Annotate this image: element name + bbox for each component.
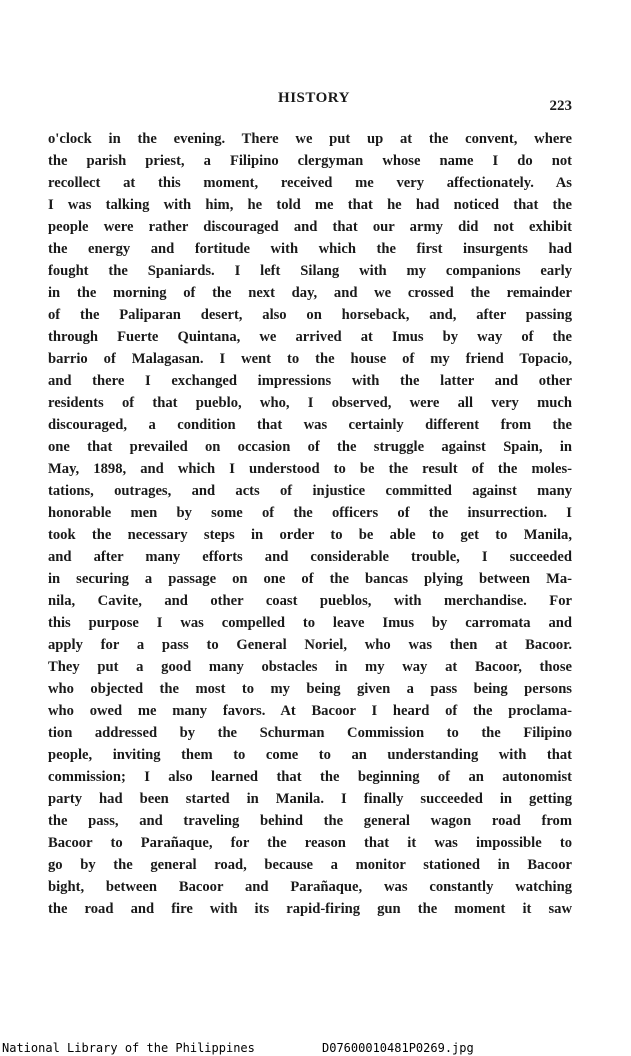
- library-credit: National Library of the Philippines: [2, 1041, 255, 1055]
- scan-footer: [0, 1039, 631, 1056]
- running-head: [48, 90, 580, 116]
- text-line: barrio of Malagasan. I went to the house of my friend Topacio,: [48, 351, 572, 367]
- text-line: and after many efforts and considerable trouble, I succeeded: [48, 549, 572, 565]
- text-line: tations, outrages, and acts of injustice committed against many: [48, 483, 572, 499]
- text-line: They put a good many obstacles in my way at Bacoor, those: [48, 659, 572, 675]
- text-line: and there I exchanged impressions with the latter and other: [48, 373, 572, 389]
- text-line: I was talking with him, he told me that he had noticed that the: [48, 197, 572, 213]
- running-title: HISTORY: [278, 90, 350, 106]
- text-line: party had been started in Manila. I finally succeeded in getting: [48, 791, 572, 807]
- text-line: one that prevailed on occasion of the struggle against Spain, in: [48, 439, 572, 455]
- text-line: in securing a passage on one of the bancas plying between Ma-: [48, 571, 572, 587]
- text-line: the energy and fortitude with which the first insurgents had: [48, 241, 572, 257]
- text-line: who owed me many favors. At Bacoor I heard of the proclama-: [48, 703, 572, 719]
- text-line: of the Paliparan desert, also on horseback, and, after passing: [48, 307, 572, 323]
- text-line: commission; I also learned that the beginning of an autonomist: [48, 769, 572, 785]
- text-line: bight, between Bacoor and Parañaque, was constantly watching: [48, 879, 572, 895]
- text-line: the road and fire with its rapid-firing gun the moment it saw: [48, 901, 572, 917]
- text-line: this purpose I was compelled to leave Imus by carromata and: [48, 615, 572, 631]
- text-line: people were rather discouraged and that our army did not exhibit: [48, 219, 572, 235]
- text-line: recollect at this moment, received me very affectionately. As: [48, 175, 572, 191]
- text-line: go by the general road, because a monitor stationed in Bacoor: [48, 857, 572, 873]
- text-line: people, inviting them to come to an understanding with that: [48, 747, 572, 763]
- text-line: through Fuerte Quintana, we arrived at Imus by way of the: [48, 329, 572, 345]
- text-line: in the morning of the next day, and we crossed the remainder: [48, 285, 572, 301]
- text-line: discouraged, a condition that was certainly different from the: [48, 417, 572, 433]
- text-line: residents of that pueblo, who, I observed, were all very much: [48, 395, 572, 411]
- text-line: who objected the most to my being given a pass being persons: [48, 681, 572, 697]
- body-text: [48, 128, 572, 920]
- text-line: the parish priest, a Filipino clergyman whose name I do not: [48, 153, 572, 169]
- text-line: o'clock in the evening. There we put up at the convent, where: [48, 131, 572, 147]
- text-line: honorable men by some of the officers of the insurrection. I: [48, 505, 572, 521]
- text-line: took the necessary steps in order to be able to get to Manila,: [48, 527, 572, 543]
- text-line: the pass, and traveling behind the general wagon road from: [48, 813, 572, 829]
- text-line: nila, Cavite, and other coast pueblos, with merchandise. For: [48, 593, 572, 609]
- image-filename: D07600010481P0269.jpg: [322, 1041, 474, 1055]
- page-number: 223: [549, 98, 572, 114]
- text-line: Bacoor to Parañaque, for the reason that it was impossible to: [48, 835, 572, 851]
- text-line: fought the Spaniards. I left Silang with my companions early: [48, 263, 572, 279]
- text-line: tion addressed by the Schurman Commission to the Filipino: [48, 725, 572, 741]
- text-line: May, 1898, and which I understood to be the result of the moles-: [48, 461, 572, 477]
- text-line: apply for a pass to General Noriel, who was then at Bacoor.: [48, 637, 572, 653]
